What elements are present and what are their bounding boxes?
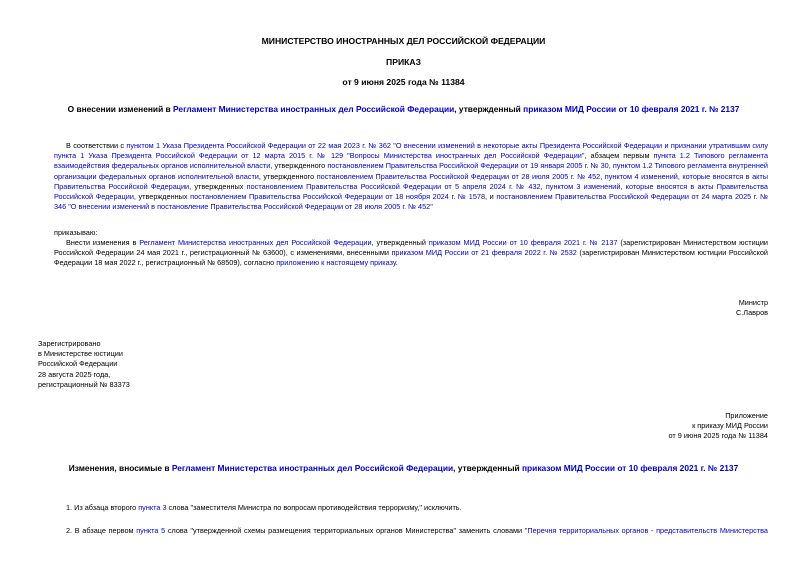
directive-text-5: .: [395, 258, 398, 268]
directive-link-order-2532[interactable]: приказом МИД России от 21 февраля 2022 г. № 2532: [391, 248, 577, 258]
change-item-1: [54, 503, 768, 513]
item1-text-1: 1. Из абзаца второго: [66, 503, 139, 512]
directive-text-3: (зарегистрирован Министерством юстиции Российской Федерации 24 мая 2021 г., регистрационный № 63600), с изменениями, внесенными: [54, 238, 768, 258]
preamble-text-2: , абзацем первым: [584, 151, 654, 161]
directive-text-4: (зарегистрирован Министерством юстиции Российской Федерации 18 мая 2022 г., регистрационный № 68509), согласно: [54, 248, 769, 268]
preamble-text-6: ,: [600, 171, 605, 181]
registration-line-1: Зарегистрировано: [38, 339, 101, 348]
signature-position: Министр: [738, 298, 768, 307]
preamble-link-7[interactable]: постановлением Правительства Российской Федерации от 5 апреля 2024 г. № 432: [246, 181, 541, 191]
directive-text-1: Внести изменения в: [66, 238, 140, 247]
title-text-2: , утвержденный: [454, 104, 524, 114]
changes-title-text-1: Изменения, вносимые в: [68, 463, 172, 473]
registration-block: [38, 339, 258, 390]
registration-line-4: 28 августа 2025 года,: [38, 369, 111, 379]
item1-link-point-3[interactable]: пункта 3: [138, 503, 167, 512]
preamble-text-1: В соответствии с: [66, 141, 127, 150]
document-type: ПРИКАЗ: [386, 57, 421, 67]
directive-paragraph: [54, 238, 768, 269]
title-link-order[interactable]: приказом МИД России от 10 февраля 2021 г. № 2137: [523, 104, 740, 114]
changes-title-link-order[interactable]: приказом МИД России от 10 февраля 2021 г. № 2137: [522, 463, 739, 473]
preamble-text-10: , и: [485, 192, 497, 202]
changes-title: [0, 463, 807, 473]
changes-title-link-reglament[interactable]: Регламент Министерства иностранных дел Российской Федерации: [171, 463, 454, 473]
registration-line-5: регистрационный № 83373: [38, 379, 130, 389]
preamble-text-8: ,: [540, 181, 546, 191]
item1-text-2: слова "заместителя Министра по вопросам противодействия терроризму," исключить.: [166, 503, 462, 512]
preamble-link-8[interactable]: пунктом 3 изменений, которые вносятся в акты Правительства Российской Федерации: [54, 181, 768, 202]
title-link-reglament[interactable]: Регламент Министерства иностранных дел Российской Федерации: [173, 104, 455, 114]
order-word: приказываю:: [54, 228, 98, 237]
preamble-paragraph: [54, 141, 768, 212]
preamble-text-9: , утвержденных: [133, 192, 191, 202]
directive-text-2: , утвержденный: [371, 238, 429, 247]
appendix-line-2: к приказу МИД России: [692, 421, 768, 431]
preamble-text-3: , утвержденного: [270, 161, 328, 171]
item2-link-point-5[interactable]: пункта 5: [136, 526, 166, 535]
preamble-link-6[interactable]: пунктом 4 изменений, которые вносятся в акты Правительства Российской Федерации: [54, 171, 768, 191]
item2-link-list[interactable]: "Перечня территориальных органов - представительств Министерства: [524, 526, 768, 535]
preamble-link-3[interactable]: постановлением Правительства Российской Федерации от 19 января 2005 г. № 30: [327, 161, 609, 171]
preamble-link-9[interactable]: постановлением Правительства Российской Федерации от 18 ноября 2024 г. № 1578: [190, 192, 486, 202]
preamble-link-2[interactable]: пункта 1.2 Типового регламента взаимодействия федеральных органов исполнительной власти: [54, 151, 769, 171]
change-item-2: [54, 526, 768, 537]
preamble-text-4: ,: [608, 161, 613, 171]
directive-link-order-2137[interactable]: приказом МИД России от 10 февраля 2021 г. № 2137: [428, 238, 618, 247]
title-text-1: О внесении изменений в: [67, 104, 174, 114]
preamble-link-5[interactable]: постановлением Правительства Российской Федерации от 28 июля 2005 г. № 452: [316, 171, 601, 181]
preamble-link-1[interactable]: пунктом 1 Указа Президента Российской Федерации от 22 мая 2023 г. № 362 "О внесении изменений в некоторые акты Президента Российской Федерации и признании утратившим силу пункта 1 Указа Президента Российской Федерации от 12 марта 2015 г. № 129 "Вопросы Министерства иностранных дел Российской Федерации": [54, 141, 769, 161]
document-title: [0, 104, 807, 114]
preamble-link-4[interactable]: пунктом 1.2 Типового регламента внутренней организации федеральных органов исполнительной власти: [54, 161, 768, 181]
item2-text-2: слова "утвержденной схемы размещения территориальных органов Министерства" заменить словами: [165, 526, 525, 535]
registration-line-2: в Министерстве юстиции: [38, 349, 123, 359]
registration-line-3: Российской Федерации: [38, 359, 118, 369]
changes-title-text-2: , утвержденный: [453, 463, 522, 473]
directive-link-appendix[interactable]: приложению к настоящему приказу: [276, 258, 396, 268]
appendix-line-3: от 9 июня 2025 года № 11384: [668, 431, 768, 441]
appendix-block: [568, 411, 768, 442]
ministry-header: МИНИСТЕРСТВО ИНОСТРАННЫХ ДЕЛ РОССИЙСКОЙ ФЕДЕРАЦИИ: [261, 36, 546, 46]
preamble-text-5: , утвержденного: [258, 171, 317, 181]
signature-name: С.Лавров: [735, 308, 768, 318]
preamble-text-7: , утвержденных: [189, 181, 247, 191]
signature-block: [568, 298, 768, 318]
preamble-link-10[interactable]: постановлением Правительства Российской Федерации от 24 марта 2025 г. № 346 "О внесении изменений в постановление Правительства Российской Федерации от 28 июля 2005 г. № 452": [54, 192, 768, 212]
appendix-line-1: Приложение: [725, 411, 768, 420]
directive-link-reglament[interactable]: Регламент Министерства иностранных дел Российской Федерации: [139, 238, 372, 247]
item2-text-1: 2. В абзаце первом: [66, 526, 137, 535]
document-date-number: от 9 июня 2025 года № 11384: [342, 77, 465, 87]
